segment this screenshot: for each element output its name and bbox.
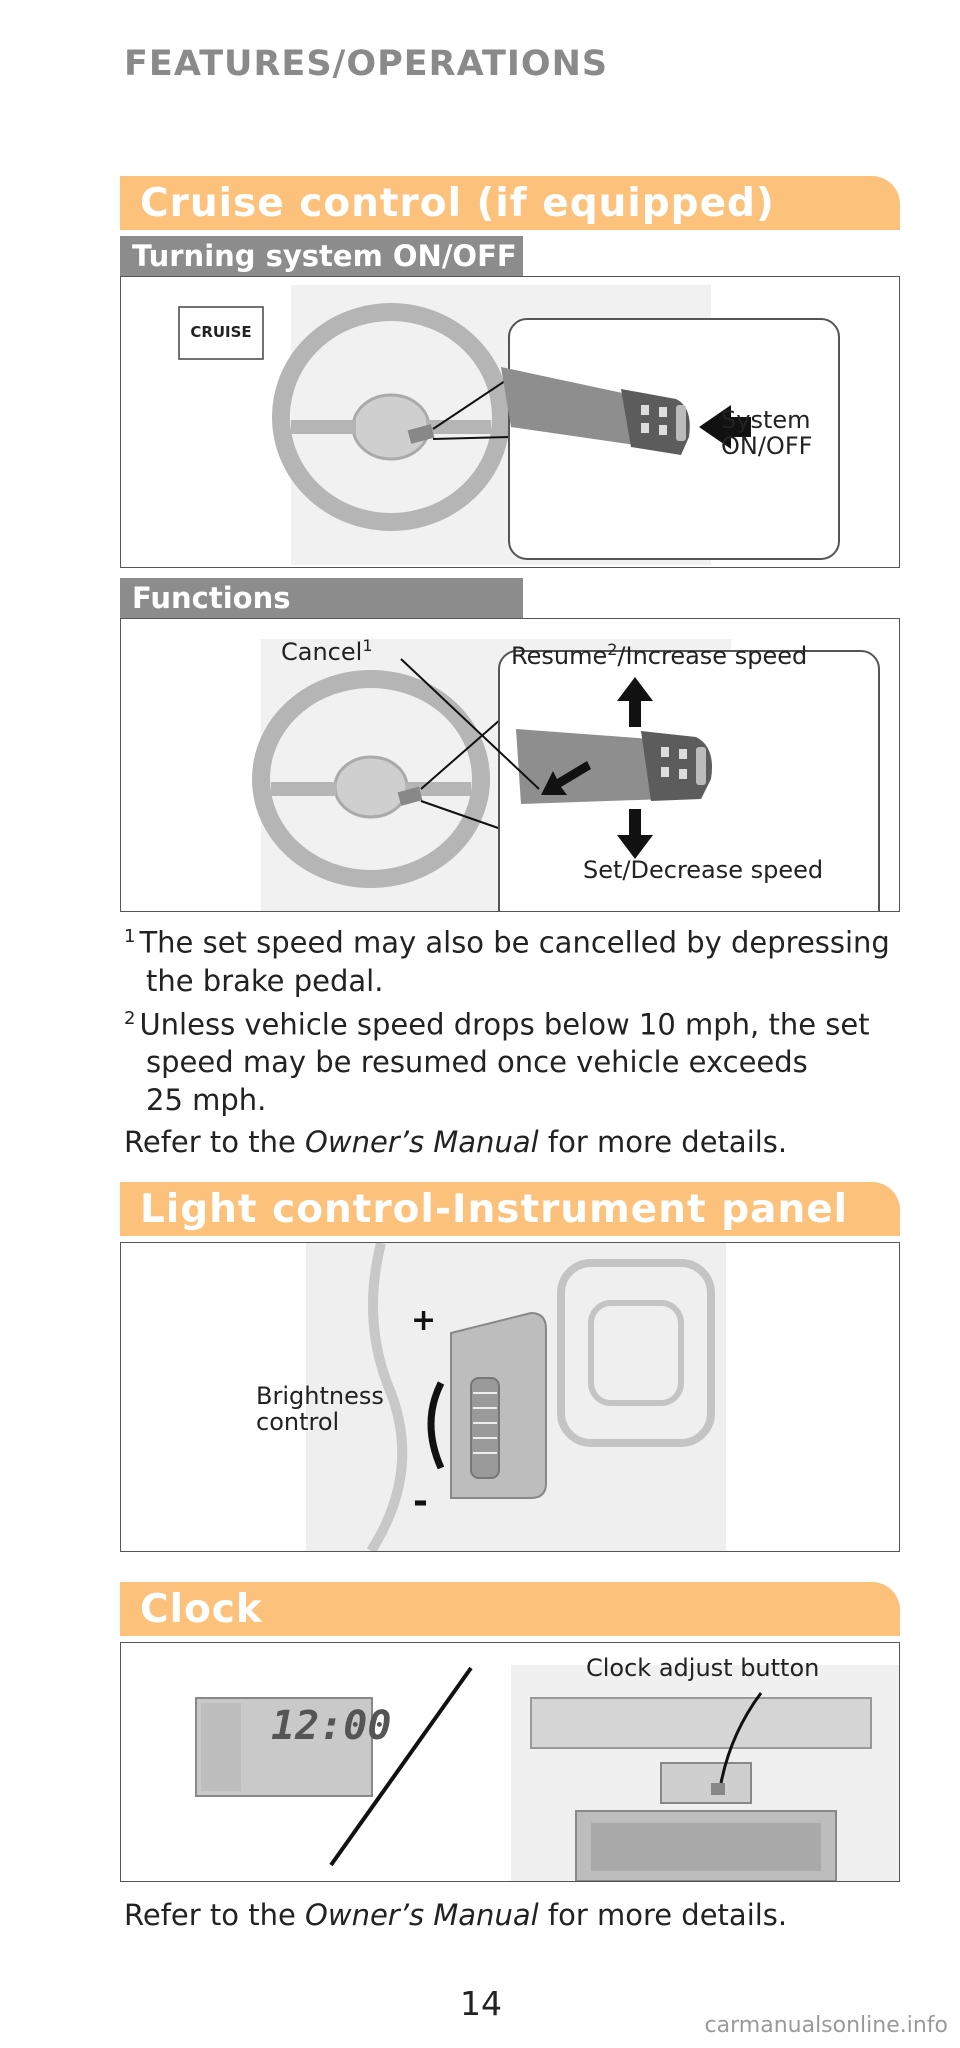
refer-note-clock: Refer to the Owner’s Manual for more details. [124,1898,788,1932]
page-section-title: FEATURES/OPERATIONS [124,44,609,84]
set-label: Set/Decrease speed [583,856,824,884]
cruise-badge: CRUISE [190,323,252,341]
clock-adjust-button-icon [711,1783,725,1795]
minus-sign: - [413,1481,428,1522]
light-control-figure [120,1242,900,1552]
brightness-control-label: Brightness control [256,1382,384,1436]
footnote-2: $^2$ Unless vehicle speed drops below 10 mph, the set [124,1007,870,1042]
page-number: 14 [460,1984,502,2023]
cruise-footnotes: $^1$ The set speed may also be cancelled by depressing the brake pedal. $^2$ Unless vehicle speed drops below 10 mph, the set speed may be resumed once vehicle exceeds 25 mph. Refer to the Owner’s Manual for more details. [124,918,904,1161]
clock-time-readout: 12:00 [271,1703,392,1749]
cruise-control-title: Cruise control (if equipped) [140,181,775,226]
plus-sign: + [411,1303,437,1338]
turning-system-subheader [120,236,523,280]
clock-banner [120,1582,900,1636]
light-control-title: Light control-Instrument panel [140,1187,849,1232]
clock-title: Clock [140,1587,263,1632]
cruise-onoff-figure [120,276,900,568]
cruise-functions-figure [120,618,900,912]
functions-title: Functions [132,581,291,615]
system-onoff-label: System ON/OFF [721,406,813,460]
clock-figure [120,1642,900,1882]
clock-adjust-label: Clock adjust button [586,1654,820,1682]
footnote-1: $^1$ The set speed may also be cancelled by depressing [124,925,890,960]
turning-system-title: Turning system ON/OFF [132,239,517,273]
refer-note-cruise: Refer to the Owner’s Manual for more details. [124,1125,788,1160]
dash-panel-illustration [121,1243,899,1551]
cancel-label: Cancel$^1$ [281,636,373,666]
watermark-text: carmanualsonline.info [704,2013,948,2038]
cruise-control-banner [120,176,900,230]
resume-label: Resume$^2$/Increase speed [511,640,808,670]
functions-subheader [120,578,523,622]
light-control-banner [120,1182,900,1236]
